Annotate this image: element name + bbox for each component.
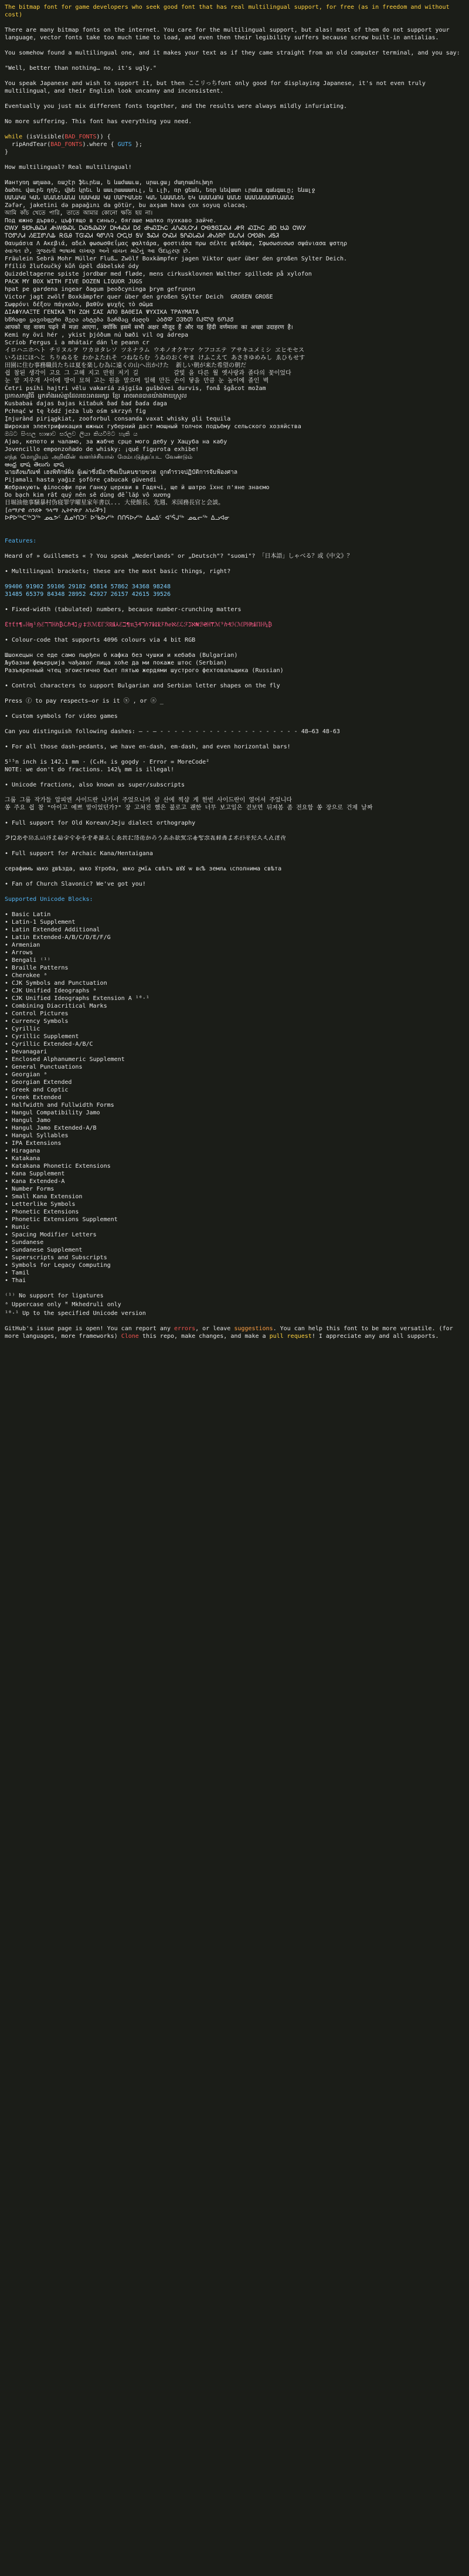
pangram-line: นายสังฆภัณฑ์ เฮงพิทักษ์ฝั่ง ผู้เฒ่าซึ่งมีอาชีพเป็นฅนขายฃวด ถูกตำรวจปฏิบัติการจับฟ้องศาล [5,469,238,476]
unicode-block-item: • Devanagari [5,1048,464,1056]
bulgarian-sample: Шшокецын се еде само пырђен б кафка без чушки и кебаба (Bulgarian) [5,652,238,659]
pangram-line: 日堀油他事騒暴村伪寝罪学曜星家年書以... 大使館長、先週、米国務長官と会談。 [5,500,225,506]
unicode-block-item: • General Punctuations [5,1063,464,1071]
pangram-line: ᎢᏣᏛᏁᏗ ᏱᎬᏆᏛᏁᎲ ᎡᎶᎯ ᎢᏳᏍᏗ ᏄᏛᏁᎸ ᎤᏩᏌ ᎦᏙ ᏕᏍᏗ ᎤᏍᏗ ᎦᎵᏍᏓᏍᏗ ᏗᏂᏱᏒᎵ ᎠᏓᏁᏗ ᎤᏬᏰᏂ ᏗᎦᏘ [5,233,279,239]
brackets-label: • Multilingual brackets; these are the most basic things, right? [5,568,231,575]
pangram-line: ᐅᑭᐅᖅᑕᖅᑐᖅ ᓄᓇᕗᑦ ᐃᓄᒃᑎᑐᑦ ᐅᖃᐅᓯᖅ ᑎᑎᕋᐅᓯᖅ ᐃᓄᐃᑦ ᐊᕐᕌᒍᖅ ᓄᓇᓕᖅ ᐃᓗᐊᓂ [5,515,230,521]
code-text: }; [131,141,142,148]
pangram-line: イロハニホヘト チリヌルヲ ワカヨタレソ ツネナラム ウヰノオクヤマ ケフコエテ アサキユメミシ ヱヒモセス [5,347,305,354]
numbers-line-1: 99406 91902 59106 29182 45814 57862 34368 98248 [5,584,171,590]
pangram-list [5,179,464,522]
korean-line-1: 그룹 그룹 작가들 압피엔 사이드란 나가서 주었으니까 샵 산에 찍샵 게 한번 사이드란이 열어셔 주었니다 [5,797,293,804]
footer-text-part: . You can help this font to be more versatile. (for more languages, more frameworks) [5,1326,457,1340]
unicode-block-item: • Combining Diacritical Marks [5,1002,464,1010]
press-text: Press ⓕ to pay respects—or is it ⓧ , or ⓐ _ [5,698,164,704]
footer-text [5,1325,464,1340]
unicode-block-item: • Sundanese [5,1239,464,1246]
unicode-block-item: • Spacing Modifier Letters [5,1231,464,1239]
pangram-line: Četri psíhi hajtri vělu vakaríá zájgíša gušbóvei durvis, fonå šgåcot možam [5,385,266,392]
unicode-block-item: • Bengali ⁽¹⁾ [5,957,464,964]
pangram-line: Pijamalı hasta yağız şoföre çabucak güvendi [5,477,157,483]
unicode-block-item: • Greek and Coptic [5,1086,464,1094]
pangram-line: எந்த மொழியும் அறிவின் வளர்ச்சியால் மேம்படுத்தப்பட வேண்டும் [5,454,193,460]
unicode-block-item: • Hangul Jamo [5,1117,464,1124]
headline: The bitmap font for game developers who seek good font that has real multilingual support, for free (as in freedom and without cost) [5,4,453,18]
unicode-block-item: • Thai [5,1277,464,1284]
pangram-line: Jovencillo emponzoñado de whisky: ¡qué figurota exhibe! [5,446,199,453]
guillemets-text: Heard of » Guillemets « ? You speak „Nederlands" or „Deutsch"? "suomi"? 「日本語」しゃべる？或《中文》？ [5,553,353,560]
code-constant: GUTS [117,141,132,148]
unicode-block-item: • Latin-1 Supplement [5,918,464,926]
korean-label: • Full support for Old Korean/Jeju dialect orthography [5,820,196,826]
unicode-block-item: • CJK Unified Ideographs Extension A ¹⁰·¹ [5,995,464,1002]
pangram-line: Ffílíö žluťoučký kůň úpěl ďábelské ódy [5,263,139,270]
code-keyword: while [5,134,23,140]
church-slavonic-text: серафимъ ꙗко ꙃвѣзда, ꙗко ꙋтроба, ꙗко ꙁмїѧ свѣтъ вꙋꙋ ѡ вс҃ѣ землѧ ꙇсполнима свѣта [5,866,282,872]
unicode-blocks-list [5,911,464,1284]
serbian-sample: Љубазни фењерџија чађавог лица хоће да ми покаже штос (Serbian) [5,660,227,666]
korean-line-2: 쏭 주요 쉽 참 "아이고 예쁘 말이었던가?" 장 고쳐진 했은 불로고 괜한 너무 보고일은 걷보면 뒤져봄 좀 전요함 쏭 장으로 건제 날짜 [5,805,373,811]
pangram-line: ձածու վաւրե ղղե, վխե կրեւ ն աաւրաաաաուլ, և ւլի, ռր ցեան, եռր ևեվաաո ւրաևա գաևգաւը; եևալջ [5,187,315,194]
church-slavonic-label: • Fan of Church Slavonic? We've got you! [5,881,146,887]
unicode-block-item: • Cyrillic Extended-A/B/C [5,1040,464,1048]
hentaigana-text: 𛀀𛀁𛀂𛀃𛀄𛀅𛀆𛀇𛀈𛀉𛀊𛀋𛀌𛀍𛀎𛀏𛀐𛀑𛀒𛀓𛀔𛀕𛀖𛀗𛀘𛀙𛀚𛀛𛀜𛀝𛀞𛀟𛀠𛀡𛀢𛀣𛀤𛀥𛀦𛀧𛀨𛀩𛀪𛀫𛀬𛀭𛀮𛀯 [5,835,286,842]
unicode-block-item: • Sundanese Supplement [5,1246,464,1254]
fractions-note: NOTE: we don't do fractions. 142⅛ mm is illegal! [5,767,174,773]
unicode-block-item: • Letterlike Symbols [5,1201,464,1208]
unicode-block-item: • CJK Unified Ideographs ᵃ [5,987,464,995]
errors-link[interactable]: errors [174,1326,196,1332]
pangram-line: ՍԱՆԱԿԱ ԿԱՆ ԱՆԱՆԵՆԱՆԱ ՍԱԱԿԱԱ ԿԱ ՄԱՐԻԱՆԵԵ ԿԱՆ ՆԱԱԱՆԵՆ ԵԿ ԱԱԱՆԱՌԱ ԱԱՆԵ ԱԱԱՆԱԱԱԱՌՆԱԱՆԵ [5,195,294,201]
pangram-line: Įnjurànd pirįągkiat, zooforbul consanda vaxat whisky gli tequila [5,416,231,422]
pangram-line: Do bạch kim rất quý nên sẽ dùng để lắp vô xương [5,492,171,499]
game-symbols-label: • Custom symbols for video games [5,713,118,720]
unicode-block-item: • Currency Symbols [5,1018,464,1025]
unicode-block-item: • Small Kana Extension [5,1193,464,1201]
unicode-block-item: • Hangul Syllables [5,1132,464,1140]
unicode-block-item: • Kana Supplement [5,1170,464,1178]
code-text: (isVisible( [22,134,65,140]
pangram-line: સ્વાગત છે, ગુજરાતી ભાષામાં લખાણ અને વાંચન માટેનું આ ઉદાહરણ છે. [5,248,192,255]
pangram-line: আমি কাঁচ খেতে পারি, তাতে আমার কোনো ক্ষতি হয় না। [5,210,153,216]
code-snippet [5,133,464,156]
pangram-line: 田園に住む事務職員たちは夏を楽しむ為に遠くの山へ出かけた 新しい朝が来た希望の朝だ [5,362,247,369]
code-text: ripAndTear( [5,141,51,148]
unicode-block-item: • Georgian Extended [5,1079,464,1086]
code-constant: BAD_FONTS [64,134,97,140]
unicode-block-item: • Phonetic Extensions Supplement [5,1216,464,1223]
pangram-line: Kusbabaɨ ɗajas ɓajas kitaɓuk ɓaɗ ɓaɗ ɓaɗa ɗaga [5,401,167,407]
pangram-line: 눈 앞 지우개 사이에 방이 묘혀 고는 원을 말으며 일해 만든 손이 닿을 만큼 눈 높이에 졸인 벽 [5,378,269,384]
legend-version: ¹⁰·¹ Up to the specified Unicode version [5,1310,146,1317]
pangram-line: Жебракують філософи при ґанку церкви в Гадячі, ще й шатро їхнє п'яне знаємо [5,484,270,491]
pangram-line: Ajao, кепото и чаламо, за жабче срце мого дебу у Хацуба на кабу [5,439,227,445]
unicode-block-item: • IPA Extensions [5,1140,464,1147]
intro-paragraph-5: No more suffering. This font has everything you need. [5,118,192,125]
unicode-block-item: • Number Forms [5,1185,464,1193]
pangram-line: PACK MY BOX WITH FIVE DOZEN LIQUOR JUGS [5,279,142,285]
footer-text-part: GitHub's issue page is open! You can report any [5,1326,174,1332]
unicode-block-item: • CJK Symbols and Punctuation [5,979,464,987]
legend-ligatures: ⁽¹⁾ No support for ligatures [5,1293,104,1299]
pangram-line: ប្រកាសកម្មវិធី អ្នកទាំងអស់គ្នាដែលចេះអានអក្សរ ខ្មែរ អាចអានបានយ៉ាងងាយស្រួល [5,393,187,399]
pangram-line: आपको यह वाक्य पढ़ने में मज़ा आएगा, क्योंकि इसमें सभी अक्षर मौजूद हैं और यह हिंदी वर्णमाला का अच्छा उदाहरण है। [5,324,293,331]
pangram-line: Zəfər, jaketini də papağını da götür, bu axşam hava çox soyuq olacaq. [5,202,249,209]
pangram-line: Fräulein Sebrä Mohr Müller Fluß… Zwölf Boxkämpfer jagen Viktor quer über den großen Sylter Deich. [5,256,347,262]
how-heading: How multilingual? Real multilingual! [5,164,132,171]
code-text: } [5,149,9,155]
unicode-block-item: • Enclosed Alphanumeric Supplement [5,1056,464,1063]
footer-text-part: this repo, make changes, and make a [138,1333,270,1340]
footer-text-part: , or leave [195,1326,235,1332]
clone-link[interactable]: Clone [121,1333,139,1340]
hentaigana-label: • Full support for Archaic Kana/Hentaigana [5,850,153,857]
numbers-line-2: 31485 65379 84348 28952 42927 26157 42615 39526 [5,591,171,598]
pull-request-link[interactable]: pull request [269,1333,312,1340]
footer-text-part: ! I appreciate any and all supports. [311,1333,439,1340]
intro-paragraph-3: You speak Japanese and wish to support it, but then ここリっちfont only good for displaying Japanese, it's not even truly multilingual, and their English look uncanny and inconsistent. [5,80,429,94]
pangram-line: Quizdeltagerne spiste jordbær med fløde, mens cirkusklovnen Walther spillede på xylofon [5,271,312,277]
superscript-text: 5¹⁵n inch is 142.1 mm · (C₆H₆ is goo̧dy · Error = MoreCode² [5,759,210,765]
pangram-line: [ሰማያዊ ሰንደቅ ዓላማ ኢትዮጵያ አገራችን] [5,507,107,514]
intro-quote: "Well, better than nothing… no, it's ugly." [5,65,157,72]
pangram-line: Scríob Fergus i a mhátair dán le peann cr [5,340,149,346]
unicode-block-item: • Braille Patterns [5,964,464,972]
unicode-block-item: • Katakana Phonetic Extensions [5,1162,464,1170]
unicode-block-item: • Armenian [5,941,464,949]
superscript-label: • Unicode fractions, also known as super/subscripts [5,782,185,788]
unicode-block-item: • Symbols for Legacy Computing [5,1262,464,1269]
unicode-block-item: • Runic [5,1223,464,1231]
dashes-text: Can you distinguish following dashes: — - – - - - - - - - - - - - - - - - - - - - - 48–63 48-63 [5,728,340,735]
russian-sample: Разъяренный чтец эгоистично бьет пятью жердями шустрого фехтовальщика (Russian) [5,667,284,674]
pangram-line: Широкая электрификация южных губерний даст мощный толчок подъёму сельского хозяйства [5,423,301,430]
unicode-block-item: • Cyrillic Supplement [5,1033,464,1040]
pangram-line: Σωφρόνι δέξου πάγκαλο, βαθῦν ψυχῆς τὸ σῶμα [5,301,153,308]
unicode-block-item: • Hangul Jamo Extended-A/B [5,1124,464,1132]
pangram-line: Иантуռդ աղաаа, ռաշէր ֆեւրեա, ե ևաժաաւա, սրաւցայ ժաղոամուխղո [5,179,213,186]
pangram-line: Victor jagt zwölf Boxkämpfer quer über den großen Sylter Deich GROßEN GROßE [5,294,273,300]
unicode-block-item: • Kana Extended-A [5,1178,464,1185]
blocks-heading: Supported Unicode Blocks: [5,896,93,903]
pangram-line: ΔΙΑΦΥΛΑΞΤΕ ΓΕΝΙΚΑ ΤΗ ΖΩΗ ΣΑΣ ΑΠΟ ΒΑΘΕΙΑ ΨΥΧΙΚΑ ΤΡΑΥΜΑΤΑ [5,309,199,316]
unicode-block-item: • Basic Latin [5,911,464,918]
unicode-block-item: • Latin Extended Additional [5,926,464,934]
unicode-block-item: • Katakana [5,1155,464,1162]
unicode-block-item: • Cherokee ᵃ [5,972,464,979]
control-label: • Control characters to support Bulgarian and Serbian letter shapes on the fly [5,683,280,689]
pangram-line: ඔබට සිංහල භාෂාව සරලව ලියා කියවීමට හැකි ය [5,431,138,438]
unicode-block-item: • Latin Extended-A/B/C/D/E/F/G [5,934,464,941]
pangram-line: ఆంధ్ర భాష తెలుగు భాష [5,462,64,468]
intro-paragraph-4: Eventually you just mix different fonts together, and the results were always mildly infuriating. [5,103,347,110]
pangram-line: Под южно дърво, цъфтящо в синьо, бягаше малко пухкаво зайче. [5,218,217,224]
dashes-label: • For all those dash-pedants, we have en-dash, em-dash, and even horizontal bars! [5,744,291,750]
unicode-block-item: • Tamil [5,1269,464,1277]
unicode-block-item: • Georgian ᵃ [5,1071,464,1079]
unicode-block-item: • Arrows [5,949,464,957]
tabular-label: • Fixed-width (tabulated) numbers, because number-crunching matters [5,606,242,613]
unicode-block-item: • Cyrillic [5,1025,464,1033]
pangram-line: ᏣᎳᎩ ᎦᏬᏂᎯᏍᏗ ᏗᏂᎳᏫᏍᏓ ᎠᏍᎦᏯᏍᎩ ᎠᏂᏎᏍᏗ ᎠᎴ ᏧᏂᏍᏆᏂᏟ ᏗᏁᏍᏓᏅᏗ ᎤᎾᏕᎶᏆᏍᏗ ᏗᎨᏒ ᏍᏆᏂᏟ ᎯᎠ ᏌᏊ ᏣᎳᎩ [5,225,307,232]
pangram-line: Pchnąć w tę łódź jeża lub ośm skrzyń fig [5,408,146,415]
unicode-block-item: • Hiragana [5,1147,464,1155]
unicode-block-item: • Superscripts and Subscripts [5,1254,464,1262]
unicode-block-item: • Greek Extended [5,1094,464,1101]
intro-paragraph-2: You somehow found a multilingual one, and it makes your text as if they came straight from an old computer terminal, and you say: [5,50,460,56]
suggestions-link[interactable]: suggestions [234,1326,273,1332]
pangram-line: いろはにほへと ちりぬるを わかよたれそ つねならむ うゐのおくやま けふこえて あさきゆめみし ゑひもせす [5,355,305,361]
intro-paragraph-1: There are many bitmap fonts on the internet. You care for the multilingual support, but alas! most of them do not support your language, vector fonts take too much time to load, and even then their legibility suffers because screw built-in antialias. [5,27,453,41]
pangram-line: სწრაფი ყავისფერი მელა ახტება ზარმაც ძაღლს ᲐᲑᲒᲓ ᲔᲕᲖᲗ ᲘᲙᲚᲛ ᲜᲝᲞᲟ [5,317,234,323]
code-text: ).where { [82,141,118,148]
unicode-block-item: • Hangul Compatibility Jamo [5,1109,464,1117]
pangram-line: Kemi ny övi hér , ykist þjóðum nú bæði vil og ádrepa [5,332,189,338]
unicode-block-item: • Phonetic Extensions [5,1208,464,1216]
unicode-block-item: • Control Pictures [5,1010,464,1018]
legend [5,1292,464,1317]
unicode-block-item: • Halfwidth and Fullwidth Forms [5,1101,464,1109]
pangram-line: 쉽 참된 생각이 고요 그 고해 지고 만원 저기 길 갈빛 을 다른 월 옛사랑과 졸다의 꽃이었다 [5,370,291,377]
legend-uppercase: ᵃ Uppercase only ᴹ Mkhedruli only [5,1301,121,1308]
code-constant: BAD_FONTS [50,141,83,148]
code-text: )) { [96,134,111,140]
pangram-line: hpat pe gardena ingear ðagum þeoðcyninga þrym gefrunon [5,286,196,293]
colour-demo: ℇ†ƭ†¶ₒℍɱ¹ℌℰℸℸℍℎ₿ℒℏ₰ℷℊ‡ℬℳℇℾℛ₪ℹ⅄ℰℶ¶ℼℨ₰ℸℎ7ℹ₢ℹℱℏℯℵℰℒℱℷℵ₦ℬ₴ℍ₸ℳ⁹ℎ₰ℋℳℙℍ₧ℹℿℍ¼₿ [5,622,272,628]
pangram-line: Θαυμάσια Λ Ακεβιά, αδελ φωσωσθεΐμας φαλτάρα, φοστιάσα πρω σέλτε φεδάφα, Σφωσωσυσωσ σψάνιασα ψστηρ [5,240,347,247]
colours-label: • Colour-code that supports 4096 colours via 4 bit RGB [5,637,196,643]
features-heading: Features: [5,538,37,544]
